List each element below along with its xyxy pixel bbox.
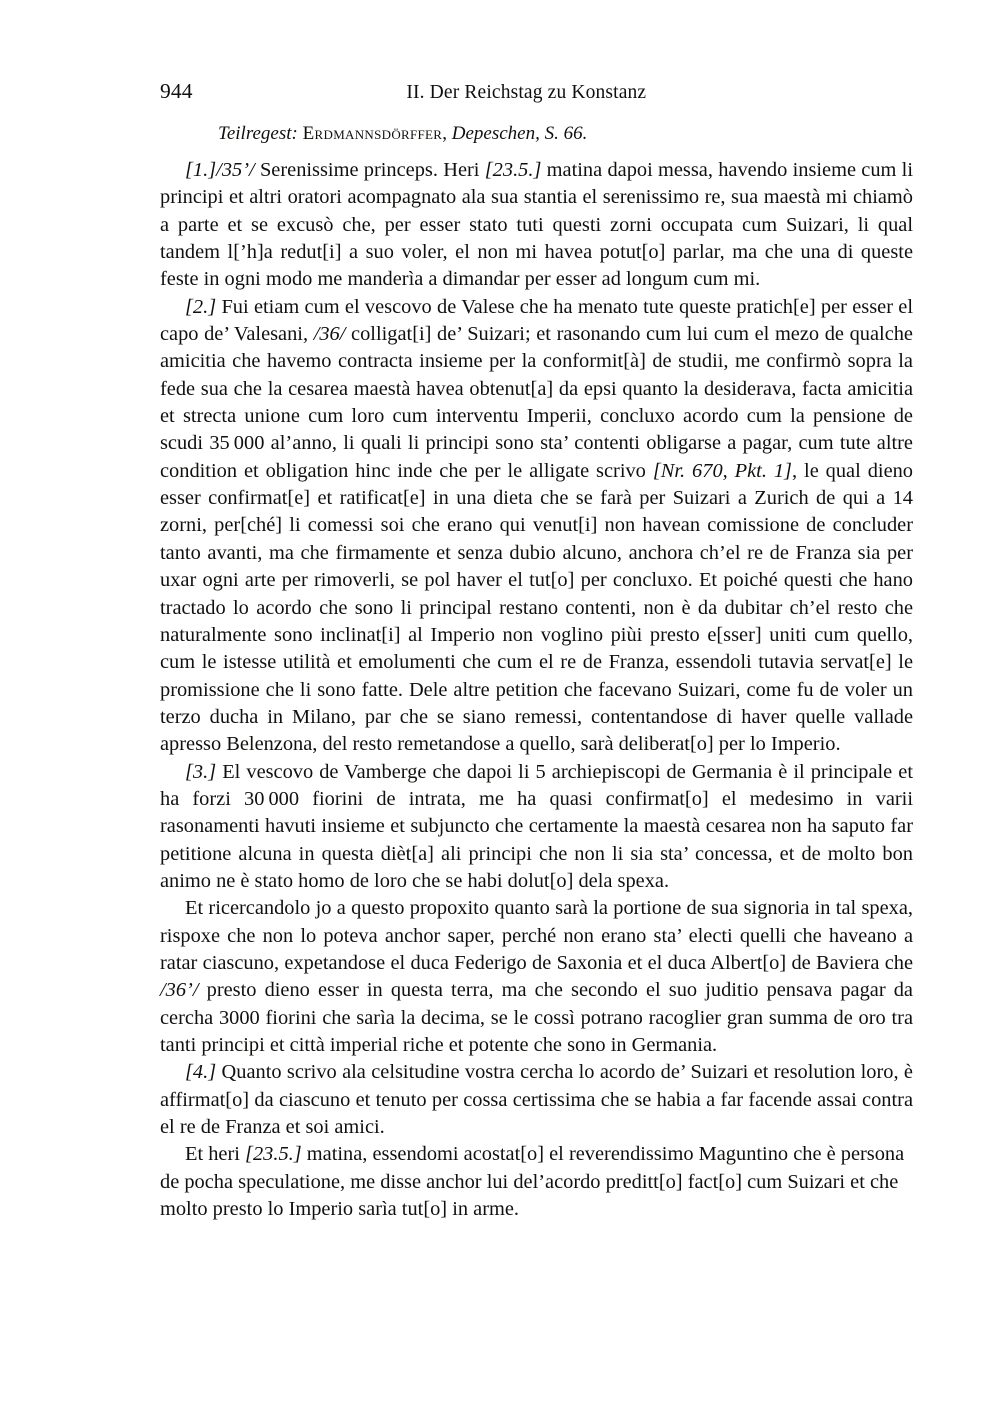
editorial-note: /36/ xyxy=(313,323,346,346)
folio-mark-35v: /35’/ xyxy=(216,159,255,181)
editorial-note: [23.5.] xyxy=(484,159,542,181)
editorial-note: /36’/ xyxy=(160,979,199,1002)
paragraph-4 xyxy=(160,895,913,1059)
paragraph-5 xyxy=(160,1059,913,1141)
paragraph-marker-3: [3.] xyxy=(185,760,217,783)
running-head xyxy=(160,78,912,104)
paragraph-text-5: Quanto scrivo ala celsitudine vostra cercha lo acordo de’ Suizari et resolution loro, è affirmat[o] da ciascuno et tenuto per cossa certissima che se habia a far facende assai contra el re de Franza et soi amici. xyxy=(160,1061,913,1139)
paragraph-text-4: Et ricercandolo jo a questo propoxito quanto sarà la portione de sua signoria in tal spexa, rispoxe che non lo poteva anchor saper, perché non erano sta’ electi quelli che haveano a ratar ciascuno, expetandose el duca Federigo de Saxonia et el duca Albert[o] de Baviera che /36’/ presto dieno esser in questa terra, ma che secondo el suo juditio pensava pagar da cercha 3000 fiorini che sarìa la decima, se le cossì potrano racoglier gran summa de oro tra tanti principi et città imperial riche et potente che sono in Germania. xyxy=(160,897,913,1056)
paragraph-marker-1: [1.] xyxy=(185,159,217,181)
paragraph-text-6: Et heri [23.5.] matina, essendomi acostat[o] el reverendissimo Maguntino che è persona de pocha speculatione, me disse anchor lui del’acordo preditt[o] fact[o] cum Suizari et che molto presto lo Imperio sarìa tut[o] in arme. xyxy=(160,1143,905,1221)
page-number: 944 xyxy=(160,79,193,103)
paragraph-text-3: El vescovo de Vamberge che dapoi li 5 archiepiscopi de Germania è il principale et ha forzi 30 000 fiorini de intrata, me ha quasi confirmat[o] el medesimo in varii rasonamenti havuti insieme et subjuncto che certamente la maestà cesarea non ha saputo far petitione alcuna in questa dièt[a] ali principi che non li sia sta’ concessa, et de molto bon animo ne è stato homo de loro che se habi dolut[o] dela spexa. xyxy=(160,760,913,892)
paragraph-marker-2: [2.] xyxy=(185,295,217,318)
source-reference-line xyxy=(160,121,912,147)
paragraph-1 xyxy=(160,157,913,294)
source-work: Depeschen, S. 66. xyxy=(451,123,588,144)
source-separator: , xyxy=(442,123,452,144)
paragraph-text-1: Serenissime princeps. Heri [23.5.] matina dapoi messa, havendo insieme cum li principi et altri oratori acompagnato ala sua stantia el serenissimo re, sua maestà mi chiamò a parte et se excusò che, per esser stato tuti questi zorni occupata cum Suizari, li qual tandem l[’h]a redut[i] a suo voler, el non mi havea potut[o] parlar, ma che una di queste feste in ogni modo me manderìa a dimandar per esser ad longum cum mi. xyxy=(160,159,913,291)
document-body xyxy=(160,157,913,1223)
paragraph-3 xyxy=(160,759,913,896)
editorial-note: [Nr. 670, Pkt. 1] xyxy=(652,459,792,482)
paragraph-text-2: Fui etiam cum el vescovo de Valese che ha menato tute queste pratich[e] per esser el capo de’ Valesani, /36/ colligat[i] de’ Suizari; et rasonando cum lui cum el mezo de qualche amicitia che havemo contracta insieme per la conformit[à] de studii, me confirmò sopra la fede sua che la cesarea maestà havea obtenut[a] da epsi quanto la desiderava, facta amicitia et strecta unione cum loro cum interventu Imperii, concluxo acordo cum la pensione de scudi 35 000 al’anno, li quali li principi sono sta’ contenti obligarse a pagar, cum tute altre condition et obligation hinc inde che per le alligate scrivo [Nr. 670, Pkt. 1], le qual dieno esser confirmat[e] et ratificat[e] in una dieta che se farà per Suizari a Zurich de qui a 14 zorni, per[ché] li comessi soi che erano qui venut[i] non havean comissione de concluder tanto avanti, ma che firmamente et senza dubio alcuno, anchora ch’el re de Franza sia per uxar ogni arte per rimoverli, se pol haver el tut[o] per concluxo. Et poiché questi che hano tractado lo acordo che sono li principal restano contenti, non è da dubitar ch’el resto che naturalmente sono inclinat[i] al Imperio non voglino piùi presto e[sser] uniti cum quello, cum le istesse utilità et emolumenti che cum el re de Franza, essendoli tutavia servat[e] le promissione che li sono fatte. Dele altre petition che facevano Suizari, come fu de voler un terzo ducha in Milano, par che se siano remessi, contentandose di haver quelle vallade apresso Belenzona, del resto remetandose a quello, sarà deliberat[o] per lo Imperio. xyxy=(160,295,914,756)
source-label: Teilregest: xyxy=(218,123,298,144)
source-author: Erdmannsdörffer xyxy=(302,123,443,144)
paragraph-marker-4: [4.] xyxy=(185,1061,217,1084)
editorial-note: [23.5.] xyxy=(245,1143,302,1166)
running-title: II. Der Reichstag zu Konstanz xyxy=(406,82,647,103)
paragraph-2 xyxy=(160,294,913,759)
paragraph-6 xyxy=(160,1141,913,1223)
